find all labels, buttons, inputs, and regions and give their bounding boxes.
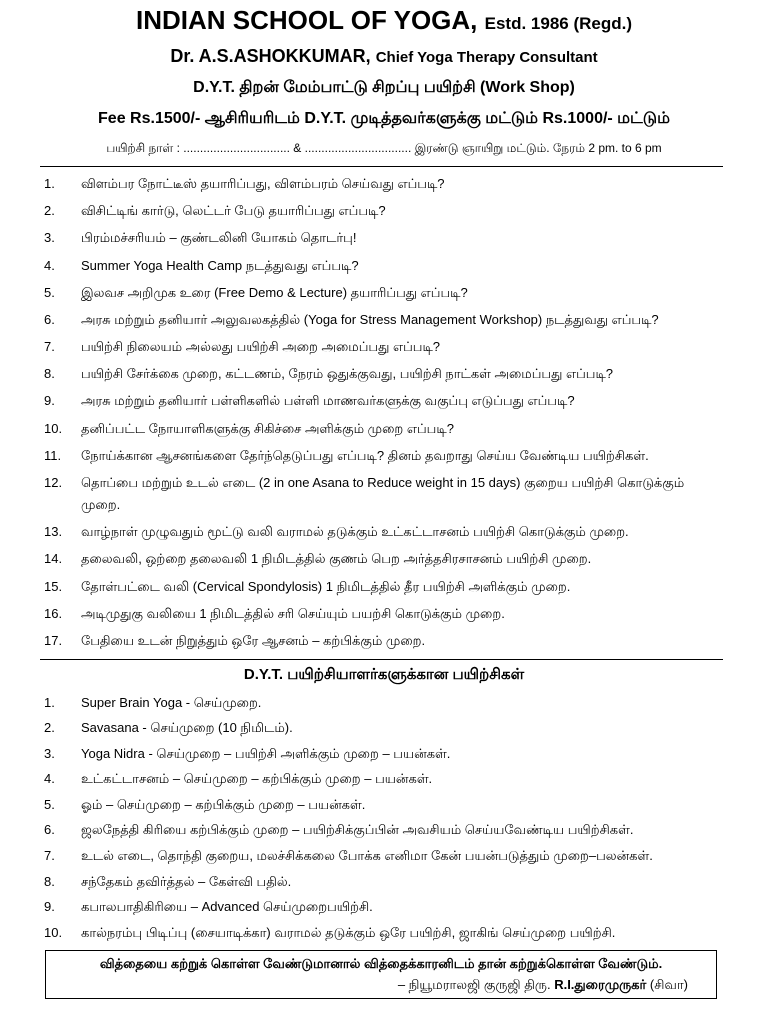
- item-number: 1.: [44, 695, 55, 710]
- school-name: INDIAN SCHOOL OF YOGA,: [135, 5, 478, 35]
- item-text: தோள்பட்டை வலி (Cervical Spondylosis) 1 நிமிடத்தில் தீர பயிற்சி அளிக்கும் முறை.: [81, 579, 571, 594]
- director-role: Chief Yoga Therapy Consultant: [375, 49, 598, 66]
- item-text: Yoga Nidra - செய்முறை – பயிற்சி அளிக்கும் முறை – பயன்கள்.: [81, 746, 451, 761]
- schedule-line: பயிற்சி நாள் : ................................ & ................................ இரண்டு ஞாயிறு மட்டும். நேரம் 2 pm. to 6 pm: [106, 141, 662, 155]
- item-text: தனிப்பட்ட நோயாளிகளுக்கு சிகிச்சை அளிக்கும் முறை எப்படி?: [81, 421, 454, 436]
- item-text: பயிற்சி சேர்க்கை முறை, கட்டணம், நேரம் ஒதுக்குவது, பயிற்சி நாட்கள் அமைப்பது எப்படி?: [81, 366, 614, 381]
- item-number: 2.: [44, 203, 55, 218]
- item-number: 12.: [44, 475, 63, 490]
- item-text: உட்கட்டாசனம் – செய்முறை – கற்பிக்கும் முறை – பயன்கள்.: [81, 771, 433, 786]
- attribution-prefix: – நியூமராலஜி குருஜி திரு.: [397, 977, 551, 992]
- item-text: Summer Yoga Health Camp நடத்துவது எப்படி?: [81, 258, 359, 273]
- item-text: இலவச அறிமுக உரை (Free Demo & Lecture) தயாரிப்பது எப்படி?: [81, 285, 468, 300]
- director-line: [0, 44, 768, 70]
- item-number: 16.: [44, 606, 63, 621]
- attribution-suffix: (சிவா): [649, 977, 688, 992]
- item-text: Savasana - செய்முறை (10 நிமிடம்).: [81, 720, 293, 735]
- item-text: தலைவலி, ஒற்றை தலைவலி 1 நிமிடத்தில் குணம் பெற அர்த்தசிரசாசனம் பயிற்சி முறை.: [81, 551, 592, 566]
- quote-box: [45, 950, 717, 999]
- item-number: 13.: [44, 524, 63, 539]
- item-text: விசிட்டிங் கார்டு, லெட்டர் பேடு தயாரிப்பது எப்படி?: [81, 203, 386, 218]
- item-text: விளம்பர நோட்டீஸ் தயாரிப்பது, விளம்பரம் செய்வது எப்படி?: [81, 176, 445, 191]
- item-number: 8.: [44, 874, 55, 889]
- item-text: நோய்க்கான ஆசனங்களை தேர்ந்தெடுப்பது எப்படி? தினம் தவறாது செய்ய வேண்டிய பயிற்சிகள்.: [81, 448, 649, 463]
- item-number: 7.: [44, 848, 55, 863]
- item-number: 2.: [44, 720, 55, 735]
- item-number: 1.: [44, 176, 55, 191]
- item-text: கால்நரம்பு பிடிப்பு (சையாடிக்கா) வராமல் தடுக்கும் ஒரே பயிற்சி, ஜாகிங் செய்முறை பயிற்சி.: [81, 925, 616, 940]
- item-number: 15.: [44, 579, 63, 594]
- item-number: 7.: [44, 339, 55, 354]
- item-number: 3.: [44, 230, 55, 245]
- item-number: 8.: [44, 366, 55, 381]
- school-title: [0, 4, 768, 40]
- item-text: பயிற்சி நிலையம் அல்லது பயிற்சி அறை அமைப்பது எப்படி?: [81, 339, 441, 354]
- director-name: Dr. A.S.ASHOKKUMAR,: [170, 46, 371, 66]
- item-number: 4.: [44, 258, 55, 273]
- item-text: அரசு மற்றும் தனியார் பள்ளிகளில் பள்ளி மாணவர்களுக்கு வகுப்பு எடுப்பது எப்படி?: [81, 393, 575, 408]
- workshop-title: D.Y.T. திறன் மேம்பாட்டு சிறப்பு பயிற்சி (Work Shop): [193, 79, 575, 96]
- item-text: அடிமுதுகு வலியை 1 நிமிடத்தில் சரி செய்யும் பயற்சி கொடுக்கும் முறை.: [81, 606, 505, 621]
- item-number: 4.: [44, 771, 55, 786]
- item-text: Super Brain Yoga - செய்முறை.: [81, 695, 262, 710]
- item-number: 10.: [44, 421, 63, 436]
- item-text: பிரம்மச்சரியம் – குண்டலினி யோகம் தொடர்பு!: [81, 230, 357, 245]
- item-number: 17.: [44, 633, 63, 648]
- attribution-name: R.I.துரைமுருகர்: [554, 977, 647, 992]
- item-text: பேதியை உடன் நிறுத்தும் ஒரே ஆசனம் – கற்பிக்கும் முறை.: [81, 633, 426, 648]
- item-number: 6.: [44, 312, 55, 327]
- established-note: Estd. 1986 (Regd.): [484, 14, 632, 33]
- quote-attribution: [398, 976, 688, 994]
- item-number: 14.: [44, 551, 63, 566]
- item-number: 11.: [44, 448, 62, 463]
- item-number: 5.: [44, 285, 55, 300]
- item-text: கபாலபாதிகிரியை – Advanced செய்முறைபயிற்சி.: [81, 899, 373, 914]
- item-number: 9.: [44, 899, 55, 914]
- item-text: வாழ்நாள் முழுவதும் மூட்டு வலி வராமல் தடுக்கும் உட்கட்டாசனம் பயிற்சி கொடுக்கும் முறை.: [81, 524, 629, 539]
- header-divider: [40, 166, 723, 167]
- item-text: தொப்பை மற்றும் உடல் எடை (2 in one Asana to Reduce weight in 15 days) குறைய பயிற்சி கொடுக்கும் முறை.: [81, 475, 685, 512]
- item-text: உடல் எடை, தொந்தி குறைய, மலச்சிக்கலை போக்க எனிமா கேன் பயன்படுத்தும் முறை–பலன்கள்.: [81, 848, 653, 863]
- item-number: 9.: [44, 393, 55, 408]
- item-text: சந்தேகம் தவிர்த்தல் – கேள்வி பதில்.: [81, 874, 292, 889]
- item-number: 3.: [44, 746, 55, 761]
- item-number: 5.: [44, 797, 55, 812]
- quote-text: வித்தையை கற்றுக் கொள்ள வேண்டுமானால் வித்தைக்காரனிடம் தான் கற்றுக்கொள்ள வேண்டும்.: [99, 956, 663, 971]
- fee-line: Fee Rs.1500/- ஆசிரியரிடம் D.Y.T. முடித்தவர்களுக்கு மட்டும் Rs.1000/- மட்டும்: [98, 110, 670, 127]
- item-text: ஓம் – செய்முறை – கற்பிக்கும் முறை – பயன்கள்.: [81, 797, 366, 812]
- section-title: D.Y.T. பயிற்சியாளர்களுக்கான பயிற்சிகள்: [243, 666, 525, 683]
- item-text: அரசு மற்றும் தனியார் அலுவலகத்தில் (Yoga for Stress Management Workshop) நடத்துவது எப்படி?: [81, 312, 659, 327]
- section-divider: [40, 659, 723, 660]
- item-number: 6.: [44, 822, 55, 837]
- item-number: 10.: [44, 925, 63, 940]
- item-text: ஜலநேத்தி கிரியை கற்பிக்கும் முறை – பயிற்சிக்குப்பின் அவசியம் செய்யவேண்டிய பயிற்சிகள்.: [81, 822, 634, 837]
